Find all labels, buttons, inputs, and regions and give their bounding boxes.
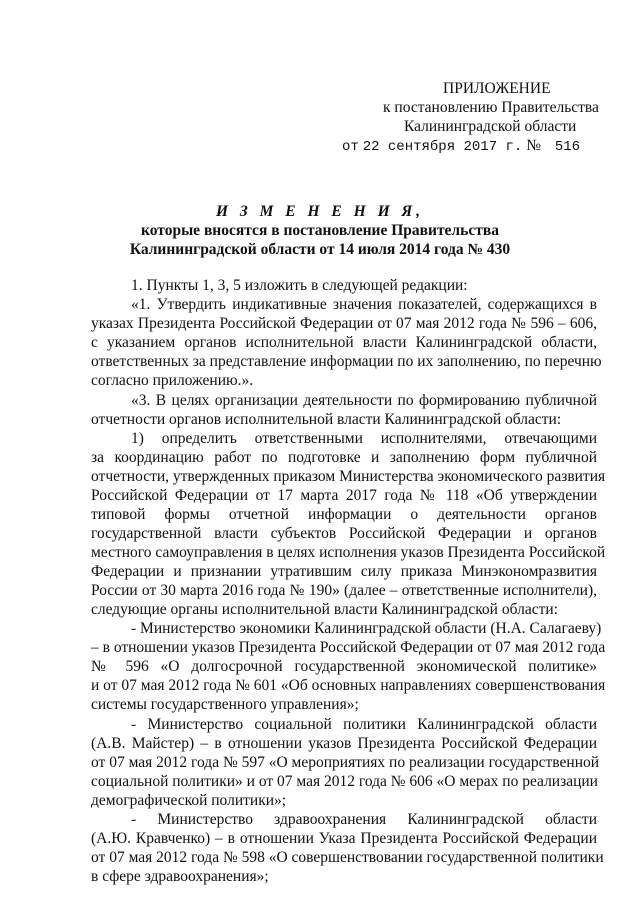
body-line: и от 07 мая 2012 года № 601 «Об основных направлениях совершенствования xyxy=(91,677,606,694)
body-line: местного самоуправления в целях исполнения указов Президента Российской xyxy=(91,544,606,561)
title-line-3: Калининградской области от 14 июля 2014 года № 430 xyxy=(129,241,511,258)
body-line: «3. В целях организации деятельности по формированию публичной xyxy=(131,392,597,409)
body-line: Федерации и признании утратившим силу приказа Минэкономразвития xyxy=(91,563,597,580)
appendix-heading: ПРИЛОЖЕНИЕ xyxy=(443,80,551,97)
body-line: следующие органы исполнительной власти Калининградской области: xyxy=(91,601,558,618)
body-line: социальной политики» и от 07 мая 2012 года № 606 «О мерах по реализации xyxy=(91,773,598,790)
body-line: указах Президента Российской Федерации от 07 мая 2012 года № 596 – 606, xyxy=(91,315,597,332)
body-line: демографической политики»; xyxy=(91,792,287,809)
body-line: от 07 мая 2012 года № 598 «О совершенствовании государственной политики xyxy=(91,849,604,866)
body-line: Российской Федерации от 17 марта 2017 года № 118 «Об утверждении xyxy=(91,487,597,504)
appendix-line-2: к постановлению Правительства xyxy=(383,99,599,116)
appendix-date-line xyxy=(342,137,580,156)
body-line: – в отношении указов Президента Российской Федерации от 07 мая 2012 года xyxy=(91,639,606,656)
body-line: - Министерство социальной политики Калининградской области xyxy=(131,716,597,733)
document-date: 22 сентября 2017 г. xyxy=(362,139,523,155)
body-line: за координацию работ по подготовке и заполнению форм публичной xyxy=(91,449,597,466)
body-line: типовой формы отчетной информации о деятельности органов xyxy=(91,506,597,523)
body-line: «1. Утвердить индикативные значения показателей, содержащихся в xyxy=(131,296,597,313)
body-line: (А.В. Майстер) – в отношении указов Президента Российской Федерации xyxy=(91,735,597,752)
body-line: - Министерство экономики Калининградской области (Н.А. Салагаеву) xyxy=(131,620,602,637)
title-line-2: которые вносятся в постановление Правительства xyxy=(141,222,499,239)
body-line: в сфере здравоохранения»; xyxy=(91,868,269,885)
body-line: (А.Ю. Кравченко) – в отношении Указа Президента Российской Федерации xyxy=(91,830,597,847)
body-line: 1) определить ответственными исполнителями, отвечающими xyxy=(131,430,597,447)
body-line: России от 30 марта 2016 года № 190» (далее – ответственные исполнители), xyxy=(91,582,597,599)
body-line: от 07 мая 2012 года № 597 «О мероприятиях по реализации государственной xyxy=(91,754,600,771)
appendix-line-3: Калининградской области xyxy=(404,118,577,135)
document-number: 516 xyxy=(554,139,581,155)
body-line: согласно приложению.». xyxy=(91,372,254,389)
body-line: 1. Пункты 1, 3, 5 изложить в следующей редакции: xyxy=(131,277,468,294)
number-sign: № xyxy=(526,137,541,154)
date-prefix: от xyxy=(342,139,359,155)
title-heading: И З М Е Н Е Н И Я, xyxy=(215,203,425,220)
body-line: - Министерство здравоохранения Калининградской области xyxy=(131,811,597,828)
body-line: отчетности органов исполнительной власти Калининградской области: xyxy=(91,411,562,428)
body-line: системы государственного управления»; xyxy=(91,696,359,713)
body-line: ответственных за представление информации по их заполнению, по перечню xyxy=(91,353,602,370)
body-line: № 596 «О долгосрочной государственной экономической политике» xyxy=(91,658,597,675)
body-line: с указанием органов исполнительной власти Калининградской области, xyxy=(91,334,597,351)
body-line: отчетности, утвержденных приказом Министерства экономического развития xyxy=(91,468,606,485)
body-line: государственной власти субъектов Российской Федерации и органов xyxy=(91,525,597,542)
